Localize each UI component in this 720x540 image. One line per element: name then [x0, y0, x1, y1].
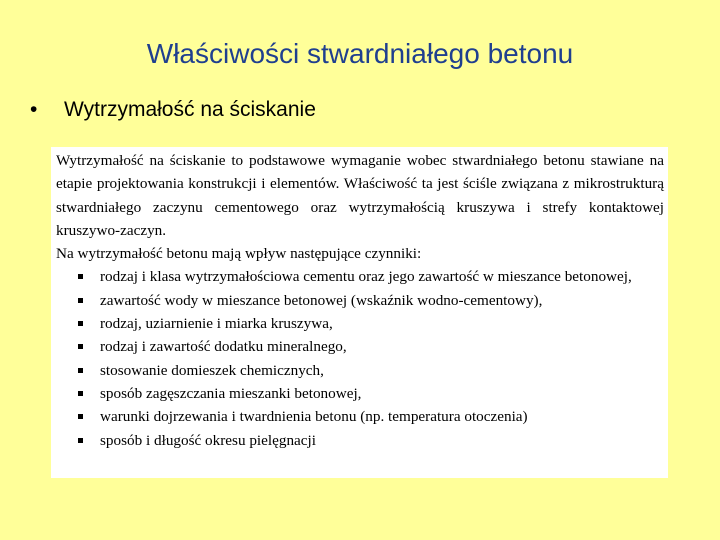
square-bullet-icon — [78, 414, 83, 419]
factors-lead: Na wytrzymałość betonu mają wpływ następujące czynniki: — [56, 245, 422, 263]
list-item: sposób zagęszczania mieszanki betonowej, — [78, 382, 664, 405]
list-item: rodzaj i zawartość dodatku mineralnego, — [78, 335, 664, 358]
factors-list — [56, 265, 664, 451]
square-bullet-icon — [78, 391, 83, 396]
list-item: rodzaj, uziarnienie i miarka kruszywa, — [78, 312, 664, 335]
list-item: zawartość wody w mieszance betonowej (wskaźnik wodno-cementowy), — [78, 289, 664, 312]
slide-title: Właściwości stwardniałego betonu — [146, 38, 574, 69]
bullet-symbol: • — [30, 98, 38, 121]
square-bullet-icon — [78, 344, 83, 349]
list-item: warunki dojrzewania i twardnienia betonu (np. temperatura otoczenia) — [78, 405, 664, 428]
bullet-text: Wytrzymałość na ściskanie — [64, 98, 316, 121]
square-bullet-icon — [78, 274, 83, 279]
list-item: stosowanie domieszek chemicznych, — [78, 359, 664, 382]
list-item: sposób i długość okresu pielęgnacji — [78, 429, 664, 452]
text-box — [51, 147, 668, 478]
square-bullet-icon — [78, 298, 83, 303]
list-item: rodzaj i klasa wytrzymałościowa cementu oraz jego zawartość w mieszance betonowej, — [78, 265, 664, 288]
square-bullet-icon — [78, 321, 83, 326]
square-bullet-icon — [78, 438, 83, 443]
intro-paragraph: Wytrzymałość na ściskanie to podstawowe wymaganie wobec stwardniałego betonu stawiane na etapie projektowania konstrukcji i elementów. Właściwość ta jest ściśle związana z mikrostrukturą stwardniałego zaczynu cementowego oraz wytrzymałością kruszywa i strefy kontaktowej kruszywo-zaczyn. — [56, 152, 664, 239]
bullet-item — [30, 98, 316, 122]
square-bullet-icon — [78, 368, 83, 373]
